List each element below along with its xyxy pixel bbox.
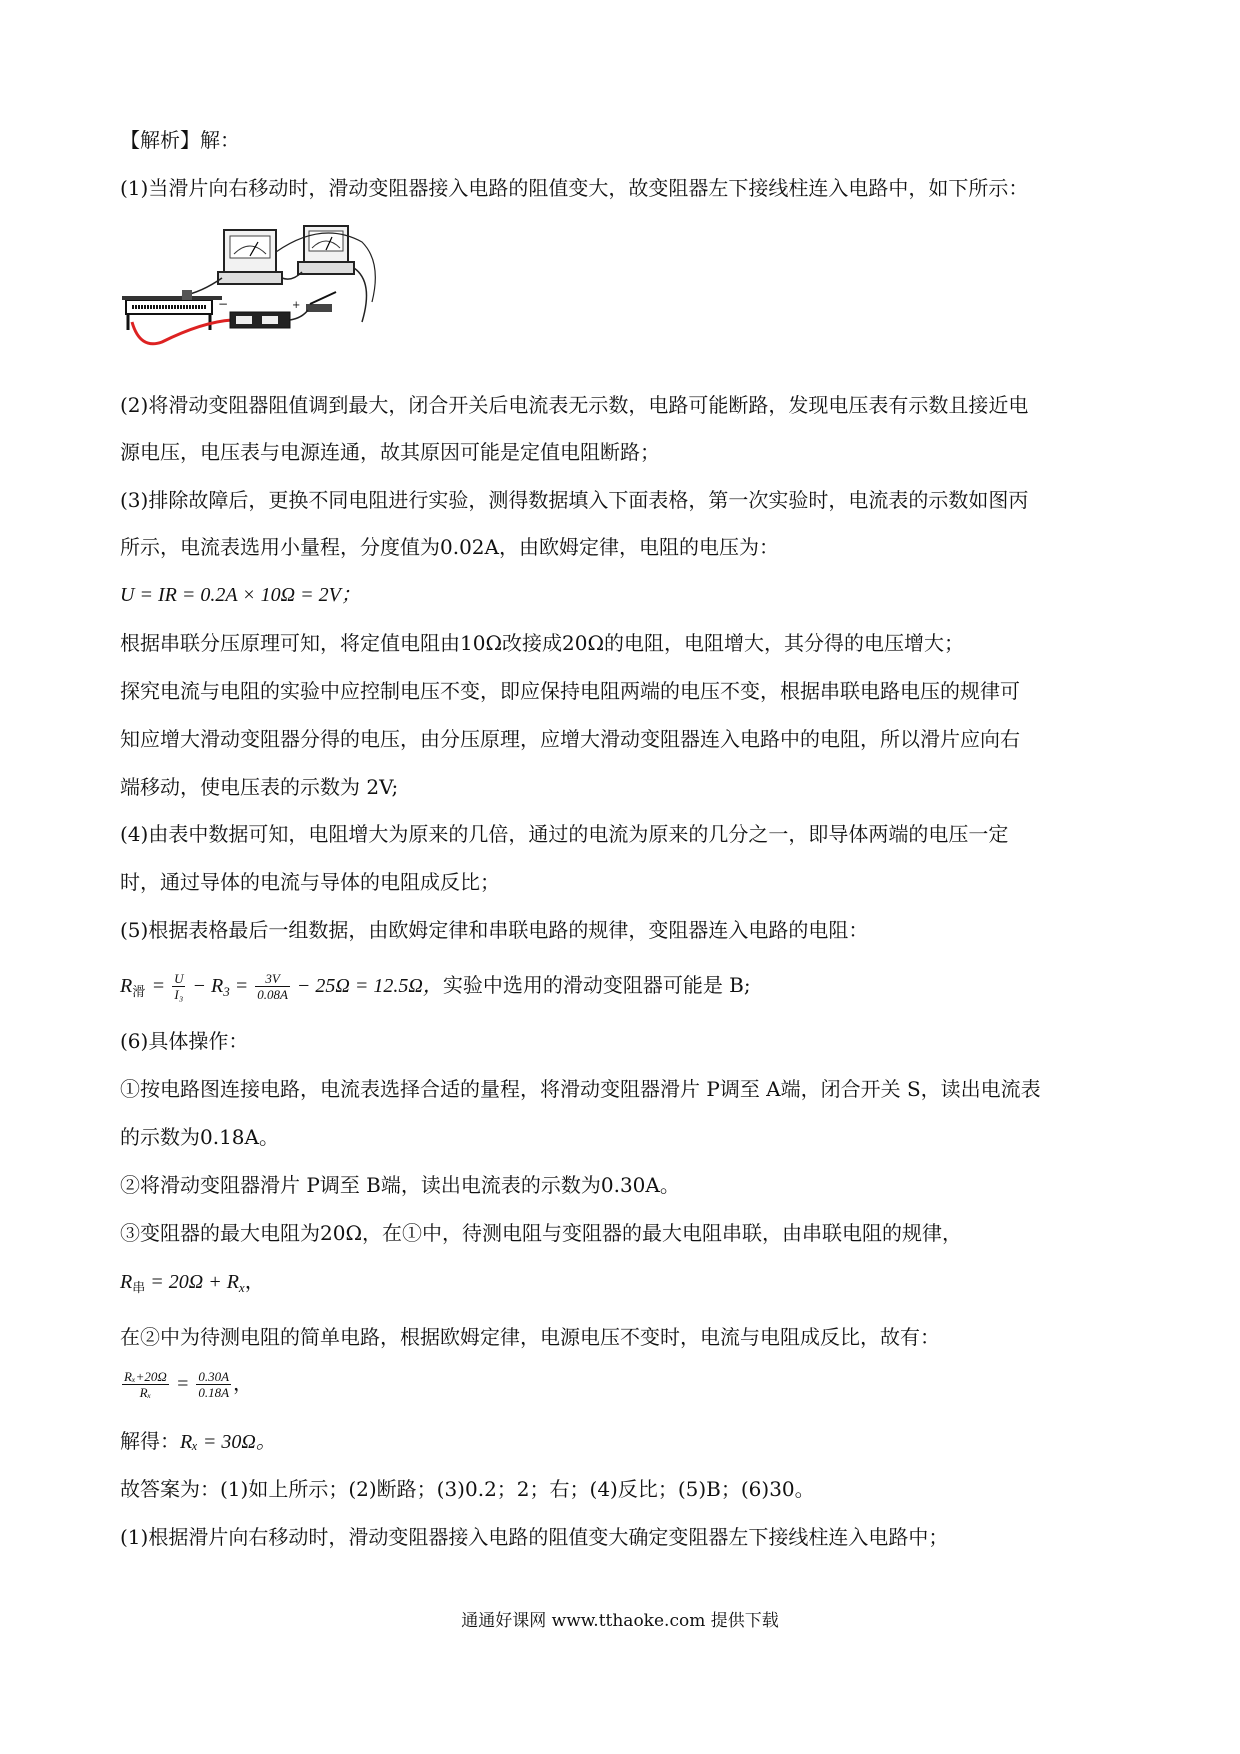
solution-line	[120, 1426, 1130, 1457]
eq3-tail: ，	[244, 1269, 265, 1293]
eq4-tail: ，	[233, 1371, 254, 1395]
eq3-rest: = 20Ω + R	[145, 1271, 239, 1293]
answer-summary: 故答案为：(1)如上所示；(2)断路；(3)0.2；2；右；(4)反比；(5)B；(6)30。	[120, 1477, 815, 1501]
eq2-minus: − R	[187, 975, 224, 997]
battery-image	[218, 297, 300, 328]
eq2-lhs-sub: 滑	[132, 985, 146, 1000]
paragraph-6-line-4: ②将滑动变阻器滑片 P调至 B端，读出电流表的示数为0.30A。	[120, 1173, 680, 1197]
paragraph-1: (1)当滑片向右移动时，滑动变阻器接入电路的阻值变大，故变阻器左下接线柱连入电路中，如下所示：	[120, 176, 1029, 200]
equation-ratio	[120, 1368, 1130, 1400]
paragraph-6-line-3: 的示数为0.18A。	[120, 1125, 279, 1149]
svg-text:+: +	[292, 300, 301, 311]
paragraph-3-line-1: (3)排除故障后，更换不同电阻进行实验，测得数据填入下面表格，第一次实验时，电流表的示数如图丙	[120, 488, 1029, 512]
paragraph-6-line-5: ③变阻器的最大电阻为20Ω，在①中，待测电阻与变阻器的最大电阻串联，由串联电阻的规律，	[120, 1221, 963, 1245]
eq2-text: 实验中选用的滑动变阻器可能是 B;	[442, 973, 751, 997]
paragraph-5-line-1: (5)根据表格最后一组数据，由欧姆定律和串联电路的规律，变阻器连入电路的电阻：	[120, 918, 869, 942]
solution-prefix: 解得：	[120, 1429, 180, 1453]
svg-text:−: −	[218, 297, 229, 311]
paragraph-3-line-5: 知应增大滑动变阻器分得的电压，由分压原理，应增大滑动变阻器连入电路中的电阻，所以滑片应向右	[120, 727, 1020, 751]
eq3-lhs-sub: 串	[132, 1281, 146, 1296]
eq2-rest: − 25Ω = 12.5Ω，	[291, 975, 443, 997]
paragraph-4-line-2: 时，通过导体的电流与导体的电阻成反比；	[120, 870, 500, 894]
paragraph-6-line-2: ①按电路图连接电路，电流表选择合适的量程，将滑动变阻器滑片 P调至 A端，闭合开关 S，读出电流表	[120, 1077, 1041, 1101]
paragraph-7: (1)根据滑片向右移动时，滑动变阻器接入电路的阻值变大确定变阻器左下接线柱连入电路中；	[120, 1525, 949, 1549]
paragraph-2-line-2: 源电压，电压表与电源连通，故其原因可能是定值电阻断路；	[120, 440, 660, 464]
paragraph-3-line-4: 探究电流与电阻的实验中应控制电压不变，即应保持电阻两端的电压不变，根据串联电路电压的规律可	[120, 679, 1020, 703]
paragraph-6-line-1: (6)具体操作：	[120, 1029, 249, 1053]
paragraph-6-line-6: 在②中为待测电阻的简单电路，根据欧姆定律，电源电压不变时，电流与电阻成反比，故有：	[120, 1325, 940, 1349]
solution-math: Rₓ = 30Ω。	[180, 1431, 276, 1453]
eq2-fraction-2: $\frac{3V}{0.08A}$	[257, 971, 288, 1002]
page-footer: 通通好课网 www.tthaoke.com 提供下载	[461, 1611, 779, 1631]
equation-rheostat-resistance: $R_滑$ = $\frac{U}{\text{I₃}}$ − $R_3$ = $\frac{3V}{0.08A}$ − 25Ω = 12.5Ω，实验中选用的滑动变阻器可能是 B;	[120, 971, 751, 1002]
paragraph-3-line-3: 根据串联分压原理可知，将定值电阻由10Ω改接成20Ω的电阻，电阻增大，其分得的电压增大；	[120, 631, 965, 655]
switch-image	[306, 292, 336, 312]
eq2-fraction-1: $\frac{U}{\text{I₃}}$	[174, 971, 184, 1002]
analysis-heading: 【解析】解：	[120, 128, 240, 152]
eq4-fraction-1: $\frac{\text{Rₓ+20Ω}}{\text{Rₓ}}$	[124, 1369, 167, 1400]
equation-series-resistance	[120, 1266, 1130, 1304]
paragraph-2-line-1: (2)将滑动变阻器阻值调到最大，闭合开关后电流表无示数，电路可能断路，发现电压表有示数且接近电	[120, 393, 1029, 417]
paragraph-3-line-2: 所示，电流表选用小量程，分度值为0.02A，由欧姆定律，电阻的电压为：	[120, 535, 779, 559]
eq2-equals: =	[229, 975, 254, 997]
equation-ohms-law: U = IR = 0.2A × 10Ω = 2V；	[120, 584, 361, 606]
eq4-fraction-2: $\frac{0.30A}{0.18A}$	[198, 1369, 230, 1400]
eq3-x-sub: x	[238, 1280, 245, 1295]
eq3-lhs: R	[120, 1271, 133, 1293]
eq2-r3-sub: 3	[223, 984, 230, 999]
circuit-figure	[122, 222, 384, 382]
eq2-lhs: R	[120, 975, 133, 997]
ammeter-image	[218, 230, 282, 284]
eq4-equals: =	[170, 1373, 195, 1395]
paragraph-3-line-6: 端移动，使电压表的示数为 2V;	[120, 775, 399, 799]
paragraph-4-line-1: (4)由表中数据可知，电阻增大为原来的几倍，通过的电流为原来的几分之一，即导体两端的电压一定	[120, 822, 1009, 846]
